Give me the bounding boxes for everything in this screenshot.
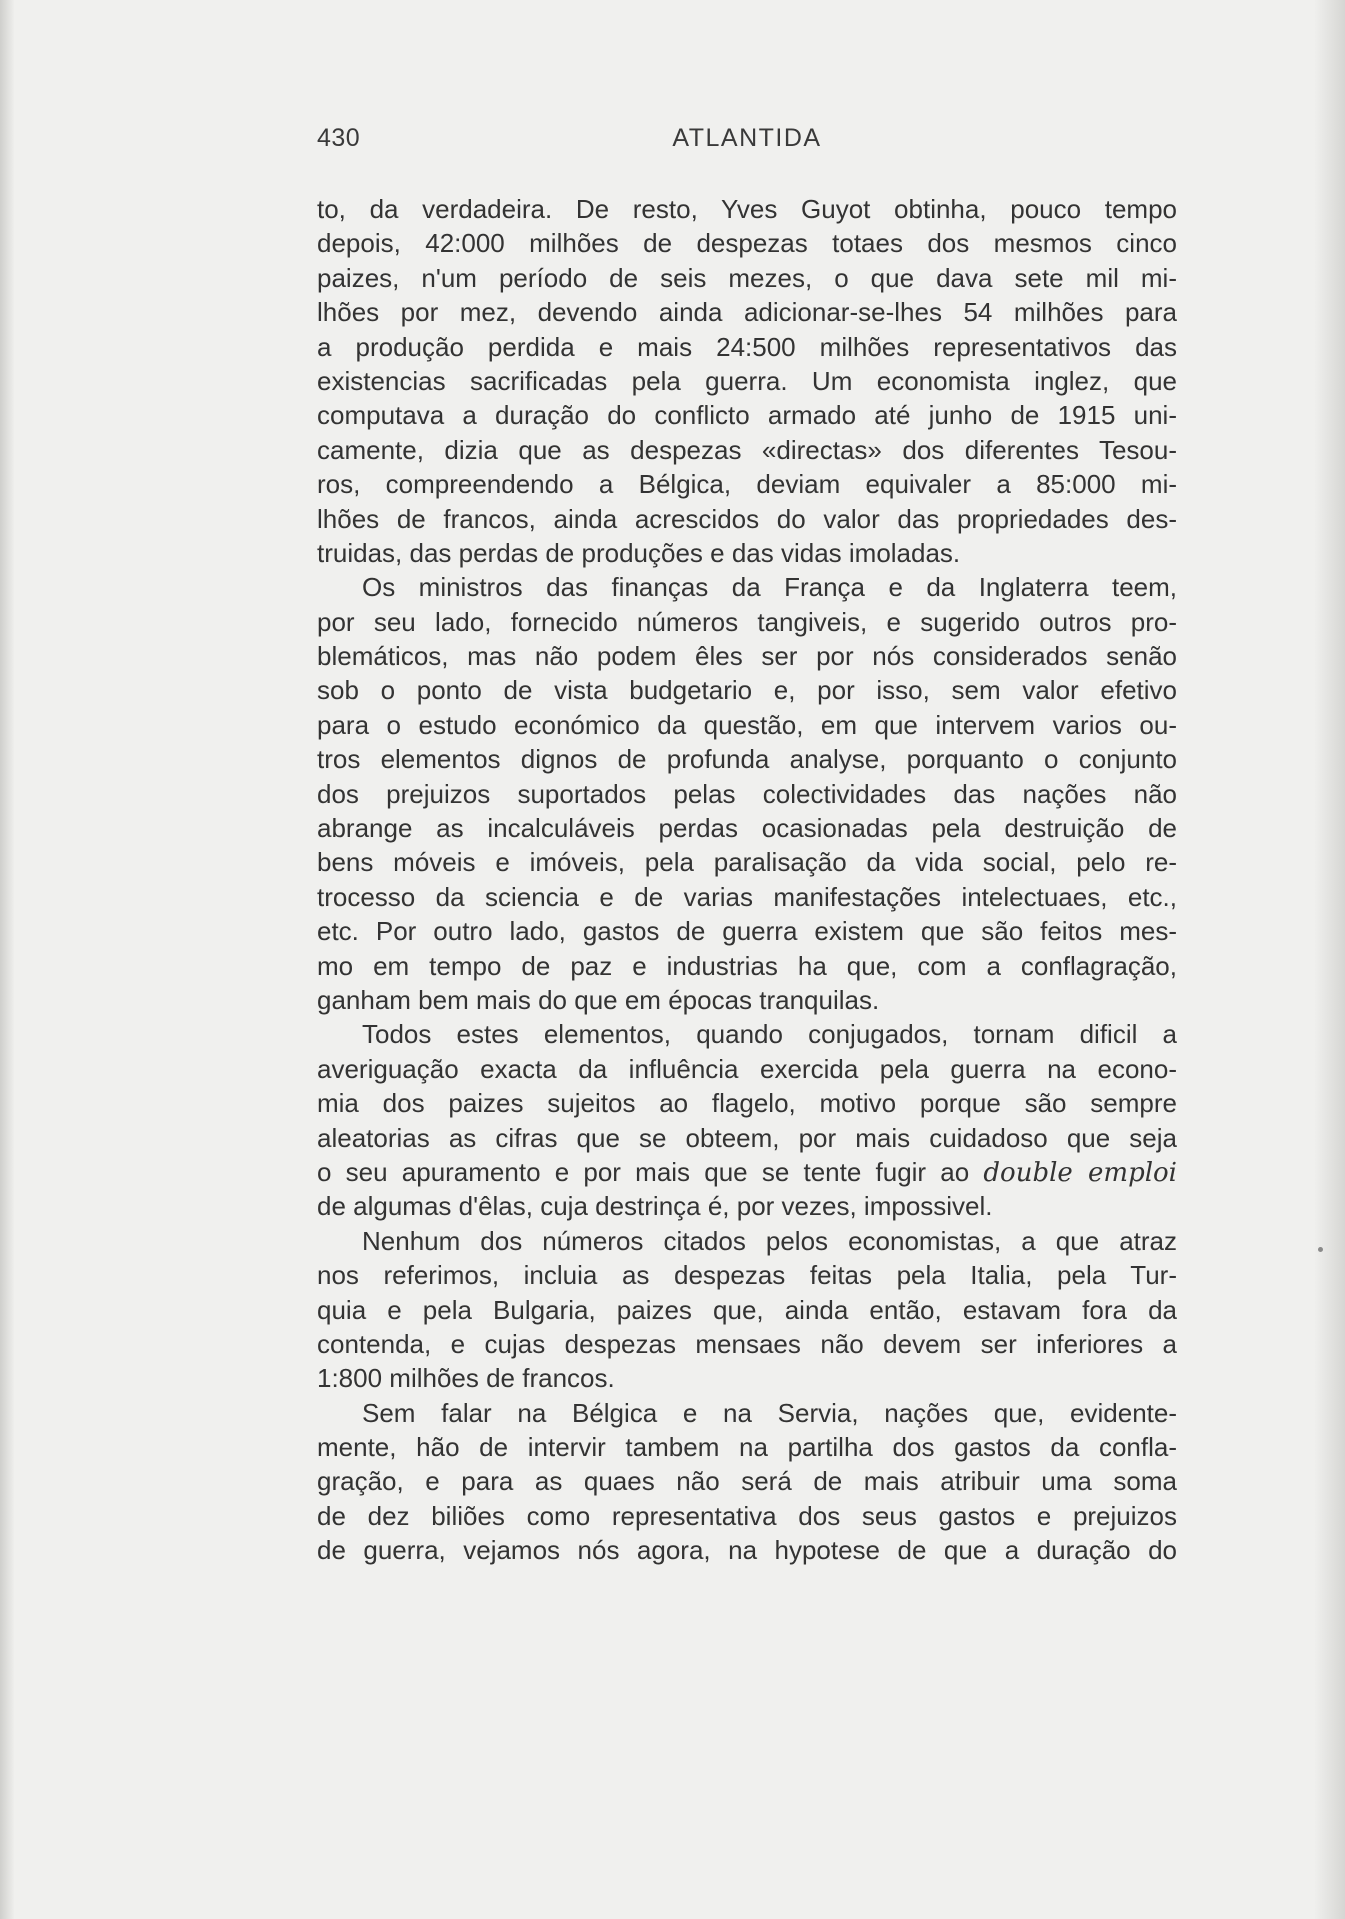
text-line: camente, dizia que as despezas «directas» dos diferentes Tesou-: [317, 434, 1177, 465]
text-line: Todos estes elementos, quando conjugados, tornam dificil a: [362, 1019, 1177, 1050]
text-line: lhões de francos, ainda acrescidos do valor das propriedades des-: [317, 503, 1177, 534]
text-line: Os ministros das finanças da França e da Inglaterra teem,: [362, 572, 1177, 603]
text-line: sob o ponto de vista budgetario e, por isso, sem valor efetivo: [317, 675, 1177, 706]
text-line: blemáticos, mas não podem êles ser por nós considerados senão: [317, 641, 1177, 672]
text-line: computava a duração do conflicto armado até junho de 1915 uni-: [317, 400, 1177, 431]
page-edge-right: [1315, 0, 1345, 1919]
text-line: averiguação exacta da influência exercida pela guerra na econo-: [317, 1053, 1177, 1084]
text-line: contenda, e cujas despezas mensaes não devem ser inferiores a: [317, 1328, 1177, 1359]
text-line: abrange as incalculáveis perdas ocasionadas pela destruição de: [317, 813, 1177, 844]
text-line: bens móveis e imóveis, pela paralisação da vida social, pelo re-: [317, 847, 1177, 878]
text-line: 1:800 milhões de francos.: [317, 1363, 615, 1394]
text-line: existencias sacrificadas pela guerra. Um economista inglez, que: [317, 365, 1177, 396]
text-line: etc. Por outro lado, gastos de guerra existem que são feitos mes-: [317, 916, 1177, 947]
text-line: de algumas d'êlas, cuja destrinça é, por vezes, impossivel.: [317, 1191, 993, 1222]
text-line: truidas, das perdas de produções e das vidas imoladas.: [317, 537, 961, 568]
text-line: Sem falar na Bélgica e na Servia, nações que, evidente-: [362, 1397, 1177, 1428]
body-text: [317, 192, 1177, 1568]
text-line: dos prejuizos suportados pelas colectividades das nações não: [317, 778, 1177, 809]
text-line: to, da verdadeira. De resto, Yves Guyot obtinha, pouco tempo: [317, 194, 1177, 224]
text-line: gração, e para as quaes não será de mais atribuir uma soma: [317, 1466, 1177, 1497]
text-line: lhões por mez, devendo ainda adicionar-se-lhes 54 milhões para: [317, 297, 1177, 328]
text-line: nos referimos, incluia as despezas feitas pela Italia, pela Tur-: [317, 1260, 1177, 1291]
text-line: ros, compreendendo a Bélgica, deviam equivaler a 85:000 mi-: [317, 469, 1177, 500]
journal-title: ATLANTIDA: [672, 124, 822, 152]
text-line: por seu lado, fornecido números tangiveis, e sugerido outros pro-: [317, 606, 1177, 637]
text-line: para o estudo económico da questão, em que intervem varios ou-: [317, 709, 1177, 740]
running-head: [317, 124, 1177, 158]
text-line: aleatorias as cifras que se obteem, por mais cuidadoso que seja: [317, 1122, 1177, 1153]
text-line: trocesso da sciencia e de varias manifestações intelectuaes, etc.,: [317, 881, 1177, 912]
text-line: de dez biliões como representativa dos seus gastos e prejuizos: [317, 1500, 1177, 1531]
italic-term: double emploi: [983, 1157, 1177, 1188]
text-line: quia e pela Bulgaria, paizes que, ainda então, estavam fora da: [317, 1294, 1177, 1325]
text-line: depois, 42:000 milhões de despezas totaes dos mesmos cinco: [317, 228, 1177, 259]
text-line: paizes, n'um período de seis mezes, o que dava sete mil mi-: [317, 262, 1177, 293]
page-edge-left: [0, 0, 14, 1919]
text-line: de guerra, vejamos nós agora, na hypotese de que a duração do: [317, 1535, 1177, 1566]
text-line: ganham bem mais do que em épocas tranquilas.: [317, 984, 880, 1015]
text-line: Nenhum dos números citados pelos economistas, a que atraz: [362, 1225, 1177, 1256]
text-line: mo em tempo de paz e industrias ha que, com a conflagração,: [317, 950, 1177, 981]
paper-speck: [1318, 1247, 1323, 1252]
page-number: 430: [317, 124, 361, 152]
text-line: mente, hão de intervir tambem na partilha dos gastos da confla-: [317, 1432, 1177, 1463]
text-line: a produção perdida e mais 24:500 milhões representativos das: [317, 331, 1177, 362]
text-line: tros elementos dignos de profunda analyse, porquanto o conjunto: [317, 744, 1177, 775]
text-line: mia dos paizes sujeitos ao flagelo, motivo porque são sempre: [317, 1088, 1177, 1119]
text-line: o seu apuramento e por mais que se tente fugir ao double emploi: [317, 1156, 1177, 1188]
